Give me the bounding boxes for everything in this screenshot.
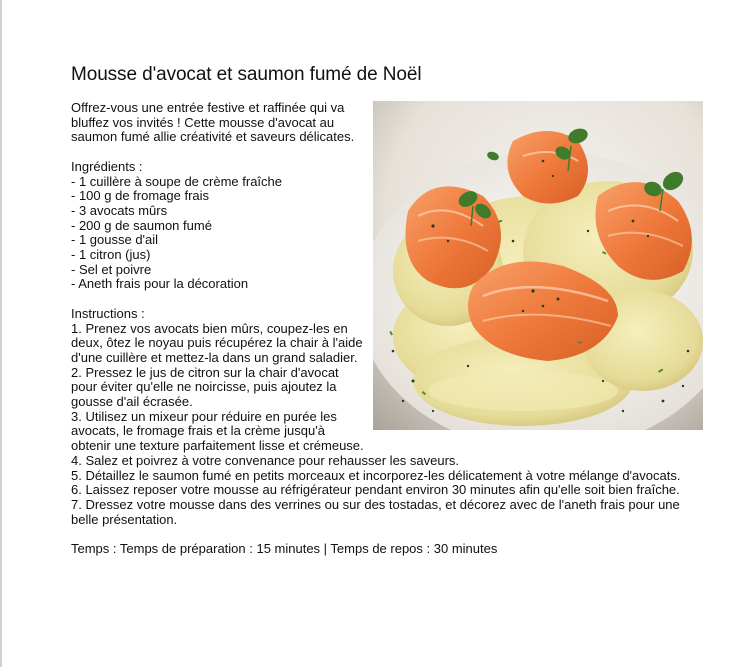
ingredients-heading: Ingrédients :	[71, 158, 143, 174]
recipe-times: Temps : Temps de préparation : 15 minutes | Temps de repos : 30 minutes	[71, 541, 498, 557]
instruction-step: 2. Pressez le jus de citron sur la chair d'avocat pour éviter qu'elle ne noircisse, puis ajoutez la gousse d'ail écrasée.	[71, 364, 339, 410]
instruction-step: 6. Laissez reposer votre mousse au réfrigérateur pendant environ 30 minutes afin qu'elle soit bien fraîche.	[71, 482, 680, 498]
instruction-step: 3. Utilisez un mixeur pour réduire en purée les avocats, le fromage frais et la crème jusqu'à obtenir une texture parfaitement lisse et crémeuse.	[71, 408, 364, 454]
list-item: - 200 g de saumon fumé	[71, 217, 212, 233]
list-item: - 100 g de fromage frais	[71, 188, 210, 204]
list-item: - Sel et poivre	[71, 261, 152, 277]
list-item: - 3 avocats mûrs	[71, 202, 168, 218]
list-item: - 1 citron (jus)	[71, 247, 151, 263]
page-left-border	[0, 0, 2, 667]
spacer	[71, 527, 701, 542]
list-item: - 1 gousse d'ail	[71, 232, 159, 248]
recipe-photo	[373, 101, 703, 430]
instruction-step: 1. Prenez vos avocats bien mûrs, coupez-les en deux, ôtez le noyau puis récupérez la chair à l'aide d'une cuillère et mettez-la dans un grand saladier.	[71, 320, 363, 365]
recipe-document	[71, 62, 701, 557]
list-item: - Aneth frais pour la décoration	[71, 276, 249, 292]
instruction-step: 5. Détaillez le saumon fumé en petits morceaux et incorporez-les délicatement à votre mélange d'avocats.	[71, 467, 681, 483]
instructions-heading: Instructions :	[71, 305, 145, 321]
recipe-intro: Offrez-vous une entrée festive et raffinée qui va bluffez vos invités ! Cette mousse d'avocat au saumon fumé allie créativité et saveurs délicates.	[71, 100, 355, 145]
list-item: - 1 cuillère à soupe de crème fraîche	[71, 173, 282, 189]
recipe-title: Mousse d'avocat et saumon fumé de Noël	[71, 64, 422, 85]
salmon-mousse-photo-icon	[373, 101, 703, 430]
recipe-body	[71, 101, 701, 557]
instruction-step: 4. Salez et poivrez à votre convenance pour rehausser les saveurs.	[71, 452, 460, 468]
instruction-step: 7. Dressez votre mousse dans des verrines ou sur des tostadas, et décorez avec de l'aneth frais pour une belle présentation.	[71, 496, 680, 527]
